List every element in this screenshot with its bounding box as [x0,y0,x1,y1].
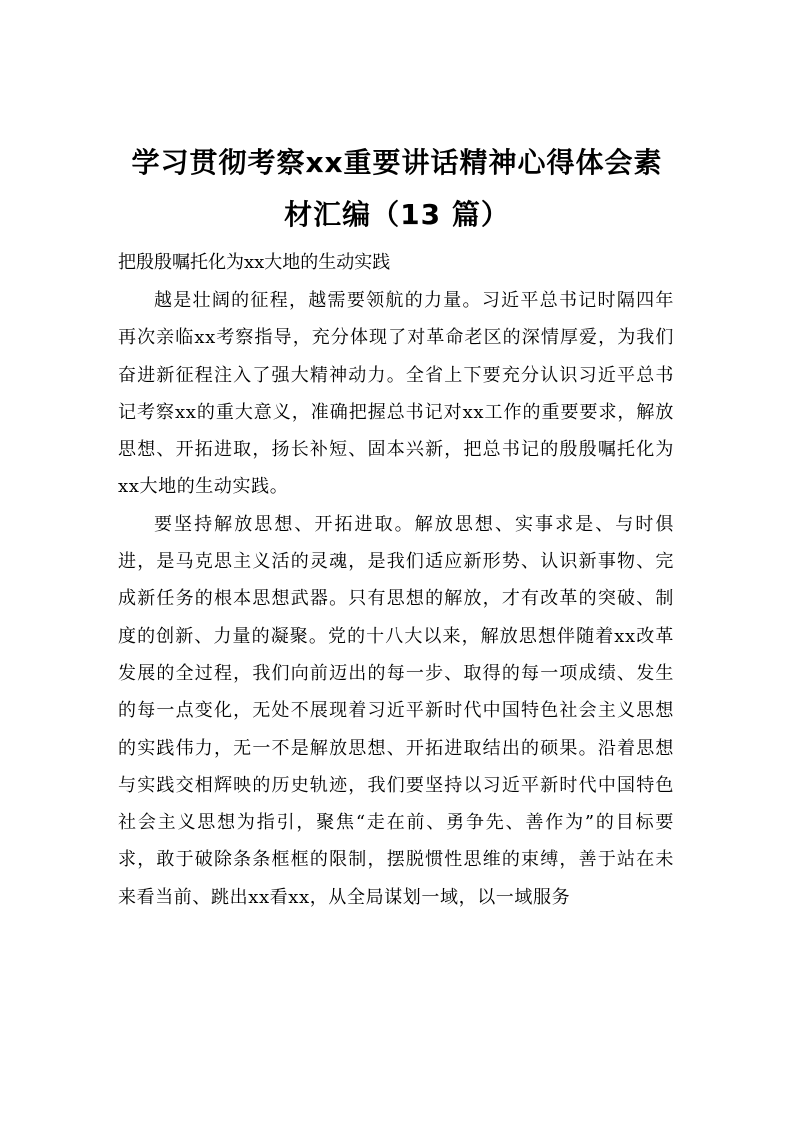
title-line-2: 材汇编（13 篇） [284,197,510,231]
paragraph: 要坚持解放思想、开拓进取。解放思想、实事求是、与时俱进，是马克思主义活的灵魂，是我们适应新形势、认识新事物、完成新任务的根本思想武器。只有思想的解放，才有改革的突破、制度的创新、力量的凝聚。党的十八大以来，解放思想伴随着xx改革发展的全过程，我们向前迈出的每一步、取得的每一项成绩、发生的每一点变化，无处不展现着习近平新时代中国特色社会主义思想的实践伟力，无一不是解放思想、开拓进取结出的硕果。沿着思想与实践交相辉映的历史轨迹，我们要坚持以习近平新时代中国特色社会主义思想为指引，聚焦“走在前、勇争先、善作为”的目标要求，敢于破除条条框框的限制，摆脱惯性思维的束缚，善于站在未来看当前、跳出xx看xx，从全局谋划一域，以一域服务 [118,513,674,908]
document-title [112,137,682,241]
body-text [118,282,674,916]
title-line-1: 学习贯彻考察xx重要讲话精神心得体会素 [131,145,663,179]
paragraph: 越是壮阔的征程，越需要领航的力量。习近平总书记时隔四年再次亲临xx考察指导，充分体现了对革命老区的深情厚爱，为我们奋进新征程注入了强大精神动力。全省上下要充分认识习近平总书记考察xx的重大意义，准确把握总书记对xx工作的重要要求，解放思想、开拓进取，扬长补短、固本兴新，把总书记的殷殷嘱托化为xx大地的生动实践。 [118,290,674,498]
section-subheading: 把殷殷嘱托化为xx大地的生动实践 [118,252,391,273]
